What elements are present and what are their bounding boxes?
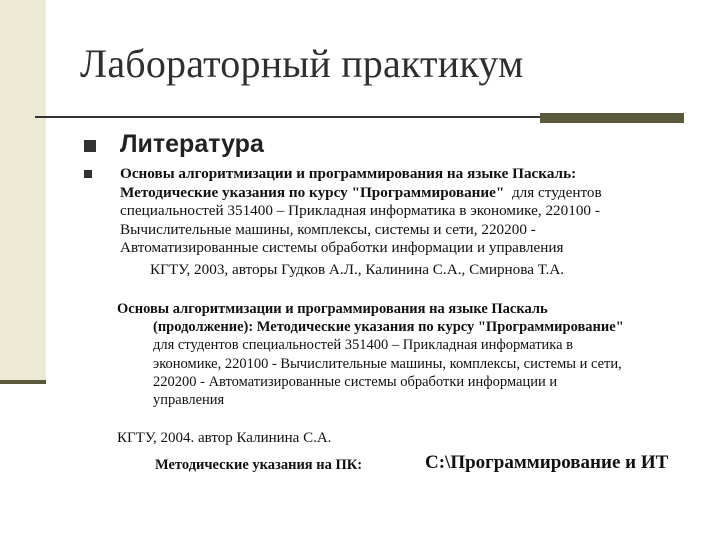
reference-2-line-5: 220200 - Автоматизированные системы обработки информации и [153,373,558,390]
reference-2-line-4: экономике, 220100 - Вычислительные машины, комплексы, системы и сети, [153,355,622,372]
reference-1-line-1: Основы алгоритмизации и программирования на языке Паскаль: [120,165,577,182]
bullet-square-icon [84,170,92,178]
reference-2-publisher: КГТУ, 2004. автор Калинина С.А. [117,430,332,446]
left-accent-band [0,0,46,384]
reference-2-line-2: (продолжение): Методические указания по курсу "Программирование" [153,319,624,336]
reference-1-line-4: Вычислительные машины, комплексы, системы и сети, 220200 - [120,220,536,238]
reference-2-line-6: управления [153,392,225,409]
left-accent-line [0,380,46,384]
pc-guide-label: Методические указания на ПК: [155,457,363,473]
reference-2-line-1: Основы алгоритмизации и программирования на языке Паскаль [117,301,548,317]
reference-1-line-2: Методические указания по курсу "Программирование" для студентов [120,183,602,201]
title-divider-line [35,116,540,118]
bullet-square-icon [84,140,96,152]
reference-2-line-3: для студентов специальностей 351400 – Прикладная информатика в [153,337,574,354]
reference-2 [117,300,707,409]
reference-1-line-5: Автоматизированные системы обработки информации и управления [120,239,564,256]
section-heading: Литература [120,130,264,158]
reference-1-publisher: КГТУ, 2003, авторы Гудков А.Л., Калинина С.А., Смирнова Т.А. [150,260,565,278]
title-divider-block [540,113,684,123]
slide-title: Лабораторный практикум [80,41,524,86]
reference-1-line-3: специальностей 351400 – Прикладная информатика в экономике, 220100 - [120,202,600,219]
reference-1 [120,165,700,279]
pc-guide-path: С:\Программирование и ИТ [425,452,669,473]
